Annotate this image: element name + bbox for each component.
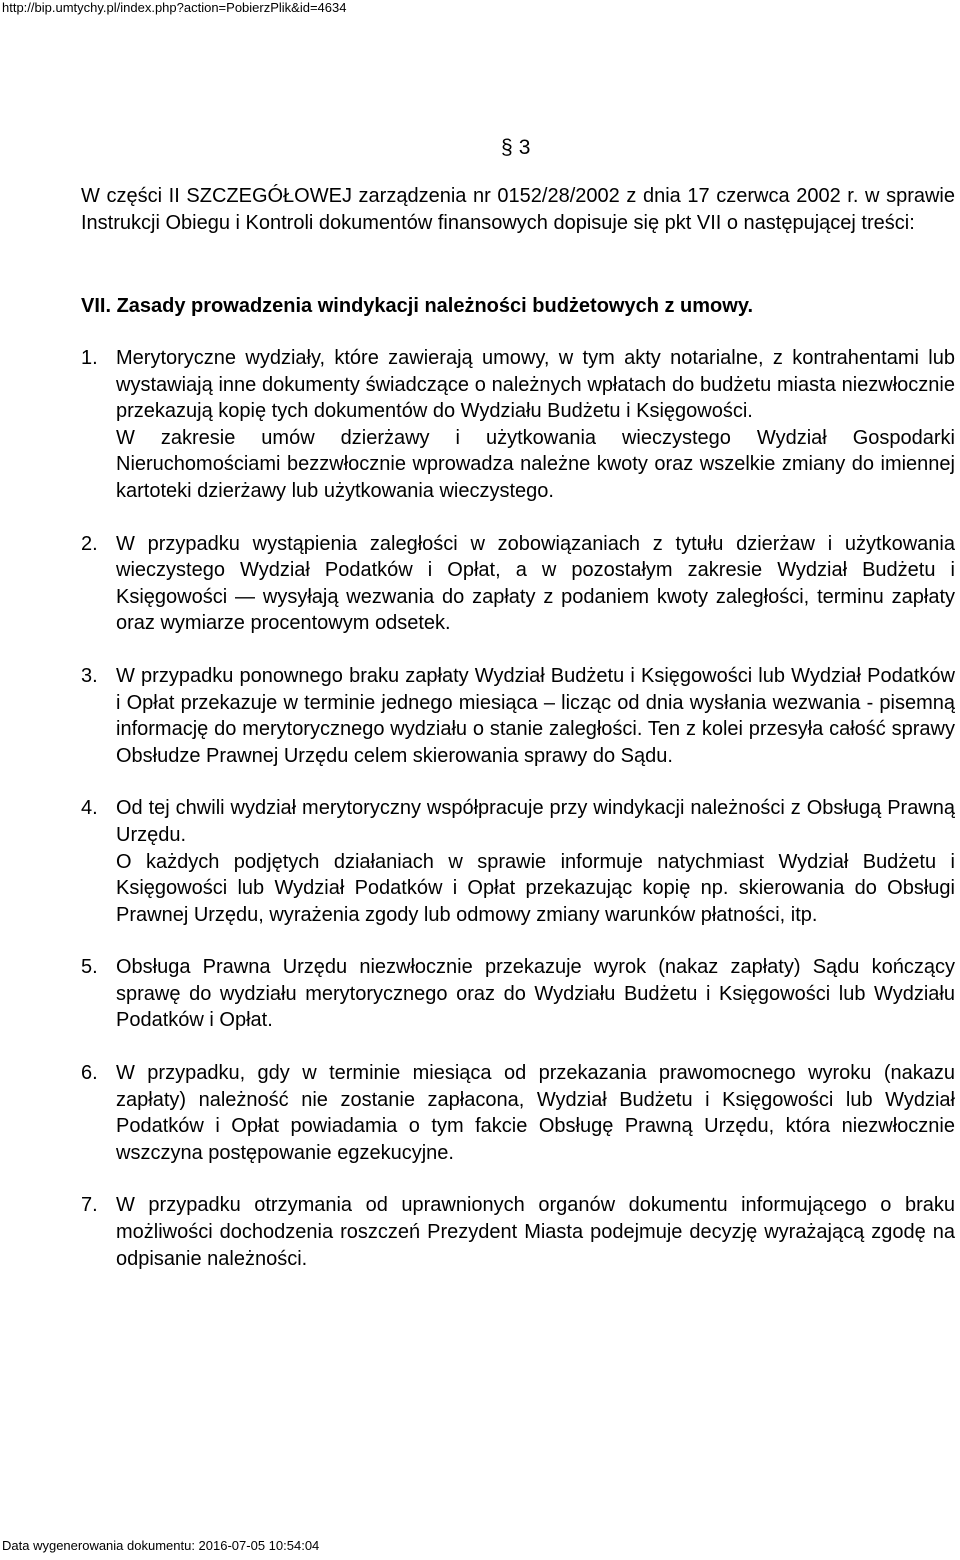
source-url: http://bip.umtychy.pl/index.php?action=PobierzPlik&id=4634 <box>2 0 347 15</box>
list-item-paragraph: W zakresie umów dzierżawy i użytkowania wieczystego Wydział Gospodarki Nieruchomościami bezzwłocznie wprowadza należne kwoty oraz wszelkie zmiany do imiennej kartoteki dzierżawy lub użytkowania wieczystego. <box>116 426 955 502</box>
list-item-body <box>116 345 955 505</box>
list-item <box>81 663 955 769</box>
list-item-body <box>116 663 955 769</box>
list-item-body <box>116 954 955 1034</box>
list-item-paragraph: Merytoryczne wydziały, które zawierają umowy, w tym akty notarialne, z kontrahentami lub wystawiają inne dokumenty świadczące o należnych wpłatach do budżetu miasta niezwłocznie przekazują kopię tych dokumentów do Wydziału Budżetu i Księgowości. <box>116 347 955 423</box>
list-item-body <box>116 1192 955 1272</box>
list-item-number: 2. <box>81 532 98 555</box>
section-symbol: § <box>501 136 513 159</box>
list-item-number: 7. <box>81 1194 98 1217</box>
list-item <box>81 1192 955 1272</box>
list-item-body <box>116 1060 955 1166</box>
chapter-heading: VII. Zasady prowadzenia windykacji należności budżetowych z umowy. <box>81 295 754 317</box>
list-item <box>81 531 955 637</box>
list-item-paragraph: W przypadku ponownego braku zapłaty Wydział Budżetu i Księgowości lub Wydział Podatków i Opłat przekazuje w terminie jednego miesiąca – licząc od dnia wysłania wezwania - pisemną informację do merytorycznego wydziału o stanie zaległości. Ten z kolei przesyła całość sprawy Obsłudze Prawnej Urzędu celem skierowania sprawy do Sądu. <box>116 664 955 767</box>
list-item <box>81 1060 955 1166</box>
list-item-body <box>116 795 955 928</box>
list-item-paragraph: Obsługa Prawna Urzędu niezwłocznie przekazuje wyrok (nakaz zapłaty) Sądu kończący sprawę do wydziału merytorycznego oraz do Wydziału Budżetu i Księgowości lub Wydziału Podatków i Opłat. <box>116 956 955 1032</box>
list-item-number: 1. <box>81 347 98 369</box>
list-item-paragraph: W przypadku otrzymania od uprawnionych organów dokumentu informującego o braku możliwości dochodzenia roszczeń Prezydent Miasta podejmuje decyzję wyrażającą zgodę na odpisanie należności. <box>116 1194 955 1270</box>
section-number <box>501 134 530 162</box>
list-item <box>81 954 955 1034</box>
generation-date: Data wygenerowania dokumentu: 2016-07-05 10:54:04 <box>2 1538 320 1553</box>
intro-paragraph: W części II SZCZEGÓŁOWEJ zarządzenia nr 0152/28/2002 z dnia 17 czerwca 2002 r. w sprawie Instrukcji Obiegu i Kontroli dokumentów finansowych dopisuje się pkt VII o następującej treści: <box>81 185 955 234</box>
list-item-number: 4. <box>81 797 98 820</box>
list-item-body <box>116 531 955 637</box>
list-item-number: 6. <box>81 1062 98 1085</box>
section-number-value: 3 <box>518 136 531 159</box>
list-item <box>81 795 955 928</box>
list-item-paragraph: Od tej chwili wydział merytoryczny współpracuje przy windykacji należności z Obsługą Prawną Urzędu. <box>116 797 955 846</box>
list-item-paragraph: W przypadku, gdy w terminie miesiąca od przekazania prawomocnego wyroku (nakazu zapłaty) należność nie zostanie zapłacona, Wydział Budżetu i Księgowości lub Wydział Podatków i Opłat powiadamia o tym fakcie Obsługę Prawną Urzędu, która niezwłocznie wszczyna postępowanie egzekucyjne. <box>116 1062 955 1164</box>
list-item-number: 5. <box>81 956 98 979</box>
list-item-paragraph: W przypadku wystąpienia zaległości w zobowiązaniach z tytułu dzierżaw i użytkowania wieczystego Wydział Podatków i Opłat, a w pozostałym zakresie Wydział Budżetu i Księgowości — wysyłają wezwania do zapłaty z podaniem kwoty zaległości, terminu zapłaty oraz wymiarze procentowym odsetek. <box>116 532 955 635</box>
list-item-paragraph: O każdych podjętych działaniach w sprawie informuje natychmiast Wydział Budżetu i Księgowości lub Wydział Podatków i Opłat przekazując kopię np. skierowania do Obsługi Prawnej Urzędu, wyrażenia zgody lub odmowy zmiany warunków płatności, itp. <box>116 850 955 926</box>
numbered-list <box>81 345 955 1298</box>
list-item <box>81 345 955 505</box>
list-item-number: 3. <box>81 664 98 687</box>
